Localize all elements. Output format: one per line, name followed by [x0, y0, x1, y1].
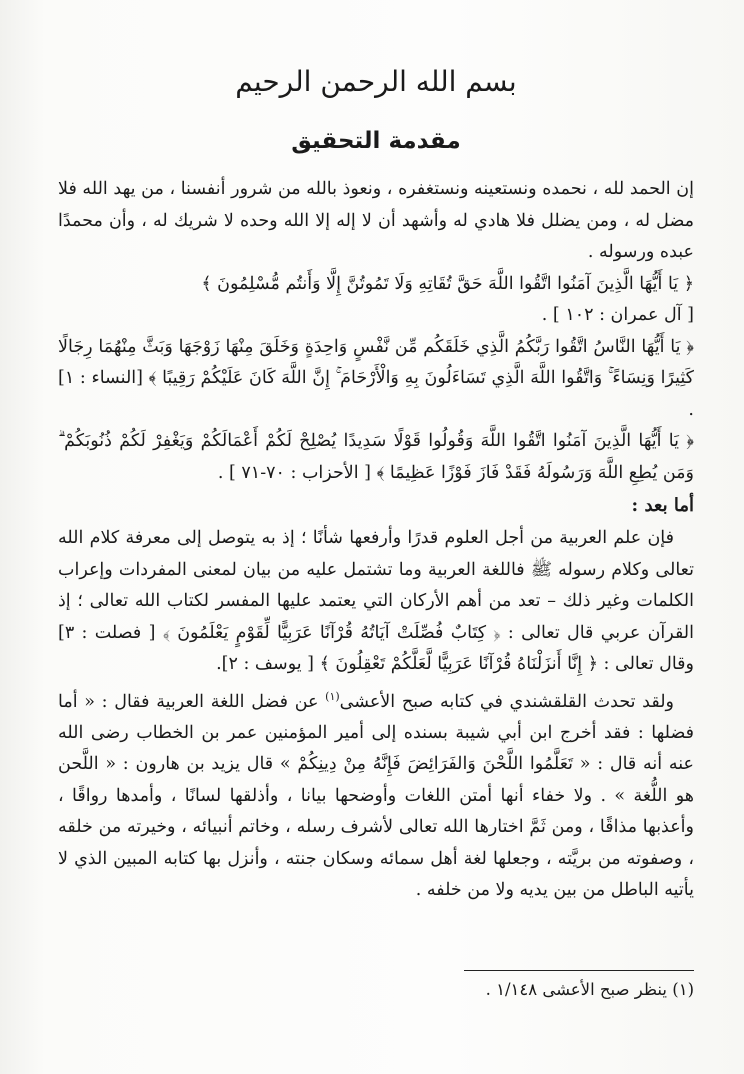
body-paragraph-2 [58, 681, 694, 907]
basmala-heading: بسم الله الرحمن الرحيم [235, 65, 517, 98]
quran-verse-2: ﴿ يَا أَيُّهَا النَّاسُ اتَّقُوا رَبَّكُمُ الَّذِي خَلَقَكُم مِّن نَّفْسٍ وَاحِدَةٍ وَخَلَقَ مِنْهَا زَوْجَهَا وَبَثَّ مِنْهُمَا رِجَالًا كَثِيرًا وَنِسَاءً ۚ وَاتَّقُوا اللَّهَ الَّذِي تَسَاءَلُونَ بِهِ وَالْأَرْحَامَ ۚ إِنَّ اللَّهَ كَانَ عَلَيْكُمْ رَقِيبًا ﴾ [النساء : ١] . [58, 336, 694, 420]
quran-verse-1: ﴿ يَا أَيُّهَا الَّذِينَ آمَنُوا اتَّقُوا اللَّهَ حَقَّ تُقَاتِهِ وَلَا تَمُوتُنَّ إِلَّا وَأَنتُم مُّسْلِمُونَ ﴾ [201, 273, 694, 294]
intro-paragraph: إن الحمد لله ، نحمده ونستعينه ونستغفره ، ونعوذ بالله من شرور أنفسنا ، من يهد الله فلا مضل له ، ومن يضلل فلا هادي له وأشهد أن لا إله إلا الله وحده لا شريك له ، وأن محمدًا عبده ورسوله . [58, 179, 694, 262]
page-content [58, 62, 694, 907]
section-subheading: أما بعد : [631, 495, 694, 516]
footnote-marker: (١) [325, 689, 340, 703]
body-paragraph-1: فإن علم العربية من أجل العلوم قدرًا وأرفعها شأنًا ؛ إذ به يتوصل إلى معرفة كلام الله تعالى وكلام رسوله ﷺ فاللغة العربية وما تشتمل عليه من بيان لمعنى المفردات وإعراب الكلمات وغير ذلك – تعد من أهم الأركان التي يعتمد عليها المفسر لكتاب الله تعالى ؛ إذ القرآن عربي قال تعالى : ﴿ كِتَابٌ فُصِّلَتْ آيَاتُهُ قُرْآنًا عَرَبِيًّا لِّقَوْمٍ يَعْلَمُونَ ﴾ [ فصلت : ٣] وقال تعالى : ﴿ إِنَّا أَنزَلْنَاهُ قُرْآنًا عَرَبِيًّا لَّعَلَّكُمْ تَعْقِلُونَ ﴾ [ يوسف : ٢]. [58, 528, 694, 674]
verse-1-reference: [ آل عمران : ١٠٢ ] . [541, 305, 694, 325]
paragraph-2-rest: عن فضل اللغة العربية فقال : « أما فضلها : فقد أخرج ابن أبي شيبة بسنده إلى أمير المؤمنين عمر بن الخطاب رضى الله عنه أنه قال : « تَعَلَّمُوا اللَّحْنَ وَالفَرَائِضَ فَإِنَّهُ مِنْ دِينِكُمْ » قال يزيد بن هارون : « اللَّحن هو اللُّغة » . ولا خفاء أنها أمتن اللغات وأوضحها بيانا ، وأذلقها لسانًا ، وأمدها رواقًا ، وأعذبها مذاقًا ، ومن ثَمَّ اختارها الله تعالى لأشرف رسله ، وخاتم أنبيائه ، وخيرته من خلقه ، وصفوته من بريَّته ، وجعلها لغة أهل سمائه وسكان جنته ، وأنزل بها كتابه المبين الذي لا يأتيه الباطل من بين يديه ولا من خلفه . [58, 691, 694, 901]
footnote-separator [464, 970, 694, 971]
footnote: (١) ينظر صبح الأعشى ١/١٤٨ . [485, 980, 694, 999]
page-title: مقدمة التحقيق [291, 128, 461, 154]
paragraph-2-start: ولقد تحدث القلقشندي في كتابه صبح الأعشى [339, 691, 674, 712]
quran-verse-3: ﴿ يَا أَيُّهَا الَّذِينَ آمَنُوا اتَّقُوا اللَّهَ وَقُولُوا قَوْلًا سَدِيدًا يُصْلِحْ لَكُمْ أَعْمَالَكُمْ وَيَغْفِرْ لَكُمْ ذُنُوبَكُمْ ۗ وَمَن يُطِعِ اللَّهَ وَرَسُولَهُ فَقَدْ فَازَ فَوْزًا عَظِيمًا ﴾ [ الأحزاب : ٧٠-٧١ ] . [58, 431, 694, 483]
